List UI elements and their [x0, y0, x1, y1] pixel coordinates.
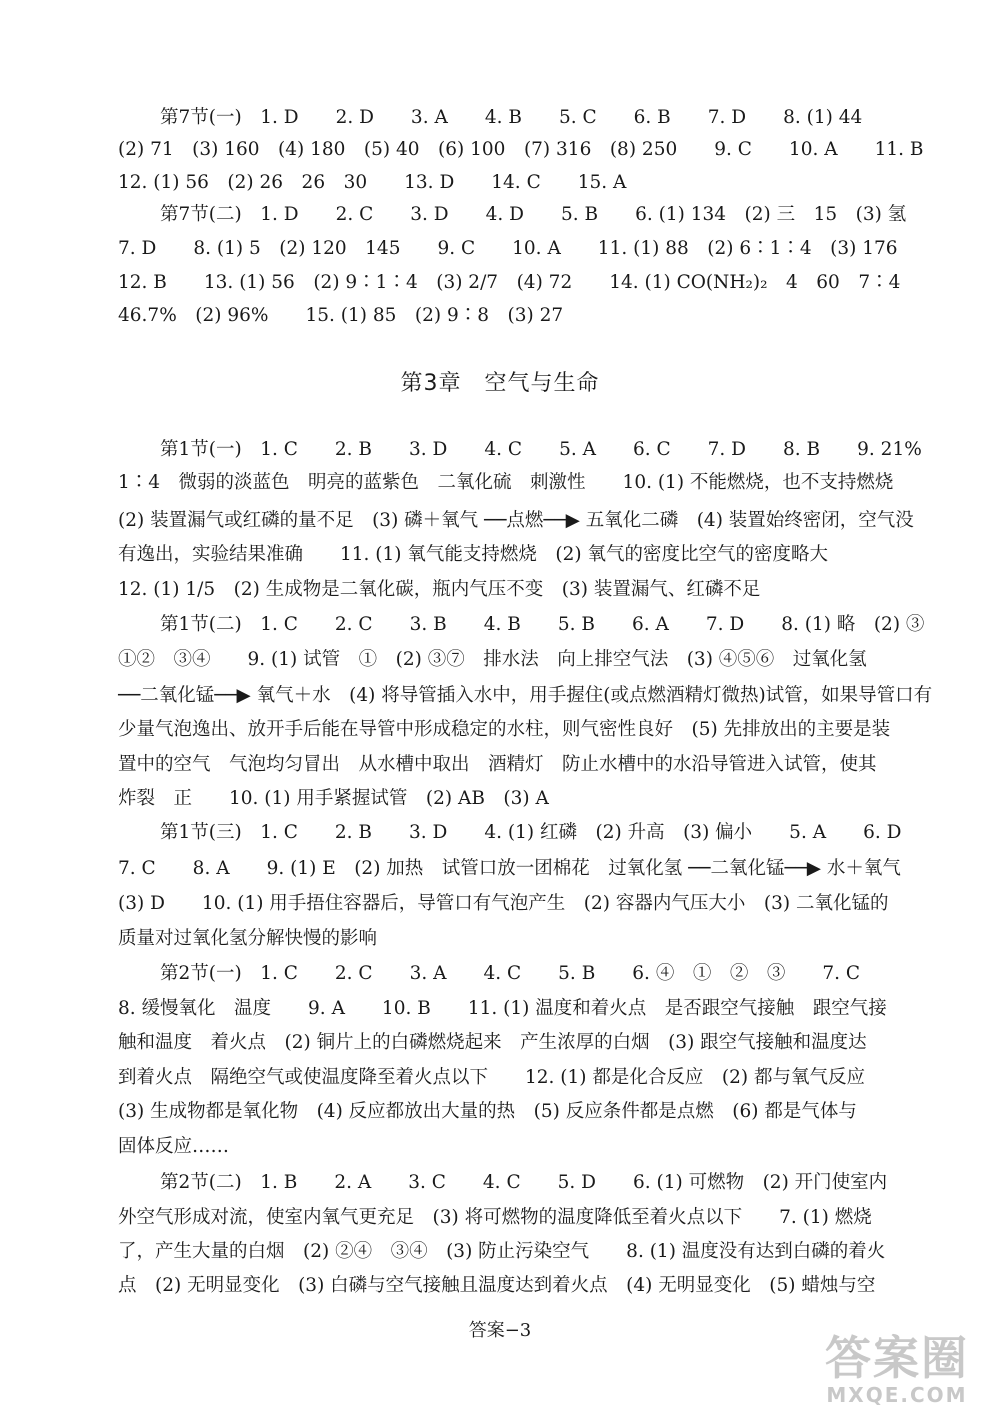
section-1-2-line-1: 第1节(二) 1. C 2. C 3. B 4. B 5. B 6. A 7. D 8. (1) 略 (2) ③ — [160, 614, 925, 635]
watermark-bottom: MXQE.COM — [826, 1383, 968, 1407]
section-2-2-line-2: 外空气形成对流，使室内氧气更充足 (3) 将可燃物的温度降低至着火点以下 7. (1) 燃烧 — [118, 1207, 872, 1228]
section-1-3-line-3: (3) D 10. (1) 用手捂住容器后，导管口有气泡产生 (2) 容器内气压大小 (3) 二氧化锰的 — [118, 893, 889, 914]
section-1-1-line-2: 1∶4 微弱的淡蓝色 明亮的蓝紫色 二氧化硫 刺激性 10. (1) 不能燃烧，也不支持燃烧 — [118, 472, 894, 493]
section-2-1-line-1: 第2节(一) 1. C 2. C 3. A 4. C 5. B 6. ④ ① ② ③ 7. C — [160, 963, 861, 984]
section-1-2-line-2: ①② ③④ 9. (1) 试管 ① (2) ③⑦ 排水法 向上排空气法 (3) ④⑤⑥ 过氧化氢 — [118, 649, 867, 670]
section-1-3-line-1: 第1节(三) 1. C 2. B 3. D 4. (1) 红磷 (2) 升高 (3) 偏小 5. A 6. D — [160, 822, 902, 843]
chapter-title: 第3章 空气与生命 — [400, 371, 600, 396]
section-2-2-line-1: 第2节(二) 1. B 2. A 3. C 4. C 5. D 6. (1) 可燃物 (2) 开门使室内 — [160, 1172, 888, 1193]
section-1-1-line-5: 12. (1) 1/5 (2) 生成物是二氧化碳，瓶内气压不变 (3) 装置漏气、红磷不足 — [118, 579, 761, 600]
section-2-1-line-6: 固体反应…… — [118, 1136, 230, 1157]
section-1-2-line-6: 炸裂 正 10. (1) 用手紧握试管 (2) AB (3) A — [118, 788, 549, 809]
page-footer: 答案−3 — [468, 1320, 532, 1341]
section-7-2-line-3: 12. B 13. (1) 56 (2) 9∶1∶4 (3) 2/7 (4) 72 14. (1) CO(NH₂)₂ 4 60 7∶4 — [118, 272, 901, 293]
section-1-2-line-5: 置中的空气 气泡均匀冒出 从水槽中取出 酒精灯 防止水槽中的水沿导管进入试管，使其 — [118, 754, 877, 775]
section-7-1-line-3: 12. (1) 56 (2) 26 26 30 13. D 14. C 15. A — [118, 172, 627, 193]
section-2-1-line-2: 8. 缓慢氧化 温度 9. A 10. B 11. (1) 温度和着火点 是否跟空气接触 跟空气接 — [118, 998, 887, 1019]
section-1-1-line-4: 有逸出，实验结果准确 11. (1) 氧气能支持燃烧 (2) 氧气的密度比空气的密度略大 — [118, 544, 828, 565]
section-1-3-line-2: 7. C 8. A 9. (1) E (2) 加热 试管口放一团棉花 过氧化氢 ──二氧化锰──▶ 水＋氧气 — [118, 858, 901, 879]
section-1-3-line-4: 质量对过氧化氢分解快慢的影响 — [118, 928, 378, 949]
section-7-2-line-4: 46.7% (2) 96% 15. (1) 85 (2) 9∶8 (3) 27 — [118, 305, 564, 326]
section-1-1-line-1: 第1节(一) 1. C 2. B 3. D 4. C 5. A 6. C 7. D 8. B 9. 21% — [160, 439, 922, 460]
section-2-1-line-4: 到着火点 隔绝空气或使温度降至着火点以下 12. (1) 都是化合反应 (2) 都与氧气反应 — [118, 1067, 865, 1088]
section-7-1-line-1: 第7节(一) 1. D 2. D 3. A 4. B 5. C 6. B 7. D 8. (1) 44 — [160, 107, 863, 128]
section-2-1-line-5: (3) 生成物都是氧化物 (4) 反应都放出大量的热 (5) 反应条件都是点燃 (6) 都是气体与 — [118, 1101, 857, 1122]
section-1-1-line-3: (2) 装置漏气或红磷的量不足 (3) 磷＋氧气 ──点燃──▶ 五氧化二磷 (4) 装置始终密闭，空气没 — [118, 510, 914, 531]
section-1-2-line-4: 少量气泡逸出、放开手后能在导管中形成稳定的水柱，则气密性良好 (5) 先排放出的主要是装 — [118, 719, 891, 740]
section-7-2-line-1: 第7节(二) 1. D 2. C 3. D 4. D 5. B 6. (1) 134 (2) 三 15 (3) 氢 — [160, 204, 907, 225]
section-2-2-line-4: 点 (2) 无明显变化 (3) 白磷与空气接触且温度达到着火点 (4) 无明显变化 (5) 蜡烛与空 — [118, 1275, 876, 1296]
section-1-2-line-3: ──二氧化锰──▶ 氧气＋水 (4) 将导管插入水中，用手握住(或点燃酒精灯微热)试管，如果导管口有 — [118, 685, 933, 706]
section-2-1-line-3: 触和温度 着火点 (2) 铜片上的白磷燃烧起来 产生浓厚的白烟 (3) 跟空气接触和温度达 — [118, 1032, 867, 1053]
section-7-2-line-2: 7. D 8. (1) 5 (2) 120 145 9. C 10. A 11. (1) 88 (2) 6∶1∶4 (3) 176 — [118, 238, 898, 259]
watermark-logo — [812, 1332, 982, 1412]
section-2-2-line-3: 了，产生大量的白烟 (2) ②④ ③④ (3) 防止污染空气 8. (1) 温度没有达到白磷的着火 — [118, 1241, 886, 1262]
section-7-1-line-2: (2) 71 (3) 160 (4) 180 (5) 40 (6) 100 (7) 316 (8) 250 9. C 10. A 11. B — [118, 139, 924, 160]
watermark-top: 答案圈 — [825, 1331, 969, 1385]
